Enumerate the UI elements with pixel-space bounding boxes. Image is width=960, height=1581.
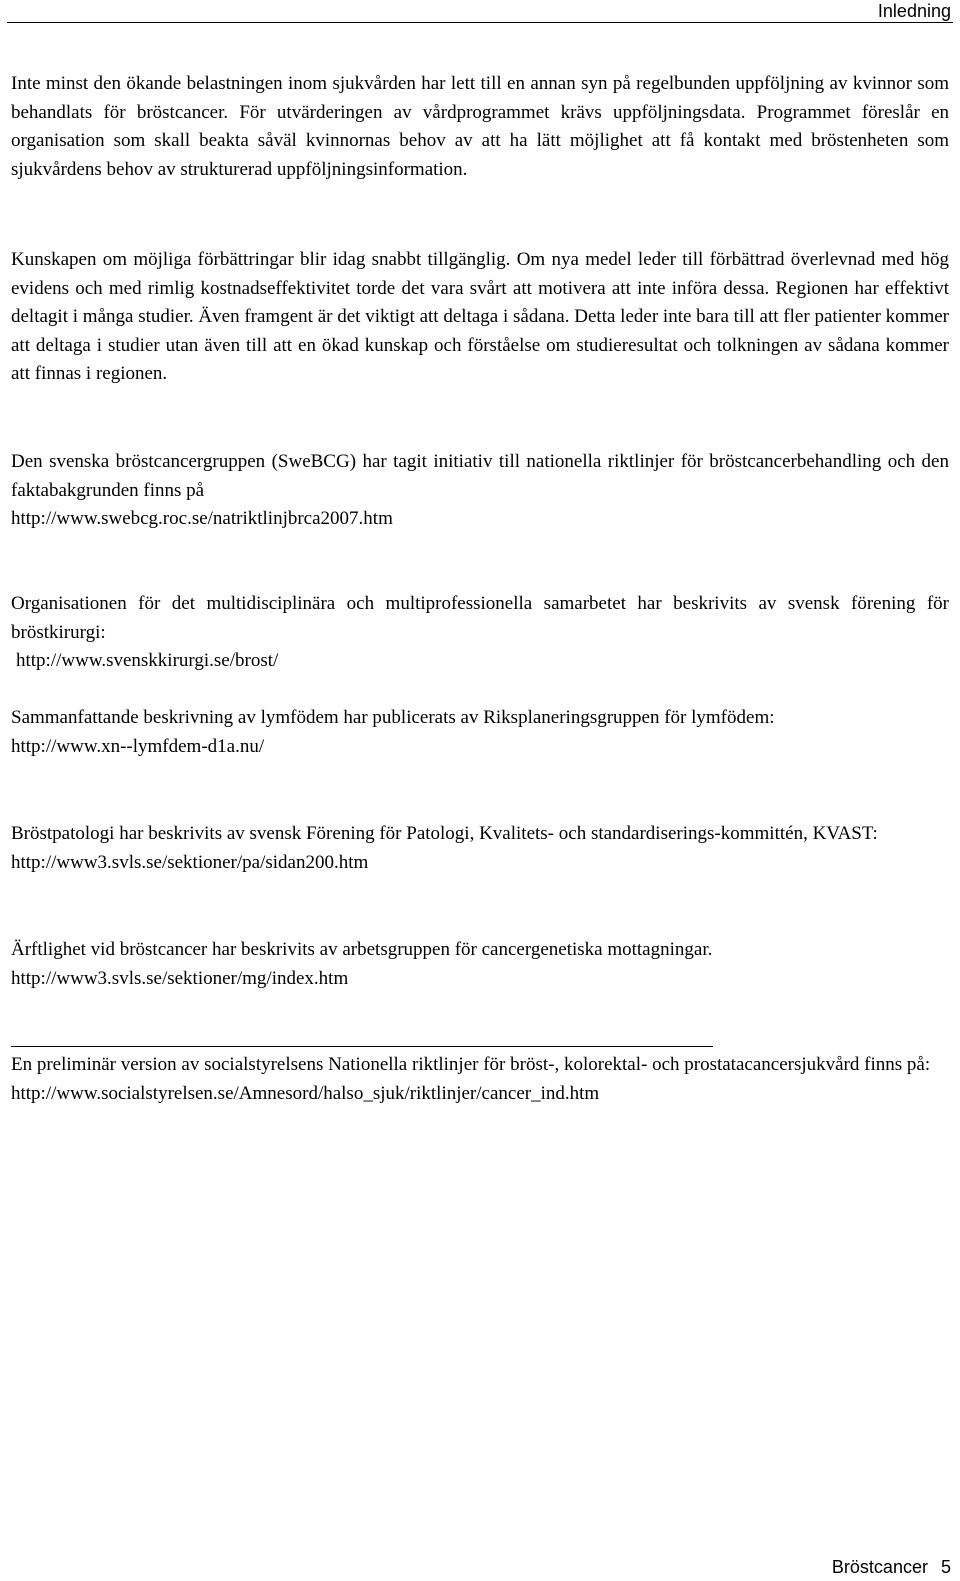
footer-title: Bröstcancer	[831, 1557, 928, 1577]
page-footer	[832, 1556, 951, 1578]
lymphedema-link[interactable]: http://www.xn--lymfdem-d1a.nu/	[11, 735, 265, 757]
pathology-link[interactable]: http://www3.svls.se/sektioner/pa/sidan200.htm	[11, 851, 369, 873]
paragraph-text: Organisationen för det multidisciplinära och multiprofessionella samarbetet har beskrivits av svensk förening för bröstkirurgi:	[11, 593, 949, 643]
paragraph-lymphedema	[11, 704, 949, 761]
paragraph-text: Den svenska bröstcancergruppen (SweBCG) har tagit initiativ till nationella riktlinjer för bröstcancerbehandling och den faktabakgrunden finns på	[11, 451, 949, 501]
svenskkirurgi-link[interactable]: http://www.svenskkirurgi.se/brost/	[16, 650, 279, 671]
heredity-link[interactable]: http://www3.svls.se/sektioner/mg/index.htm	[11, 967, 349, 989]
paragraph-knowledge: Kunskapen om möjliga förbättringar blir idag snabbt tillgänglig. Om nya medel leder till förbättrad överlevnad med hög evidens och med rimlig kostnadseffektivitet torde det vara svårt att motivera att inte införa dessa. Regionen har effektivt deltagit i många studier. Även framgent är det viktigt att deltaga i sådana. Detta leder inte bara till att fler patienter kommer att deltaga i studier utan även till att en ökad kunskap och förståelse om studieresultat och tolkningen av sådana kommer att finnas i regionen.	[11, 249, 949, 384]
paragraph-organisation	[11, 590, 949, 676]
footnote-divider	[11, 1046, 713, 1047]
paragraph-heredity	[11, 936, 949, 993]
paragraph-pathology	[11, 820, 949, 877]
page-number: 5	[940, 1557, 951, 1577]
socialstyrelsen-link[interactable]: http://www.socialstyrelsen.se/Amnesord/halso_sjuk/riktlinjer/cancer_ind.htm	[11, 1082, 600, 1104]
footnote-text: En preliminär version av socialstyrelsens Nationella riktlinjer för bröst-, kolorektal- och prostatacancersjukvård finns på:	[11, 1054, 931, 1075]
paragraph-text: Bröstpatologi har beskrivits av svensk Förening för Patologi, Kvalitets- och standardiserings-kommittén, KVAST:	[11, 823, 878, 844]
running-header: Inledning	[877, 1, 951, 21]
paragraph-swebcg	[11, 448, 949, 534]
swebcg-link[interactable]: http://www.swebcg.roc.se/natriktlinjbrca2007.htm	[11, 508, 393, 529]
header-divider	[7, 22, 953, 23]
paragraph-text: Ärftlighet vid bröstcancer har beskrivits av arbetsgruppen för cancergenetiska mottagningar.	[11, 939, 713, 960]
footnote	[11, 1051, 949, 1108]
paragraph-text: Sammanfattande beskrivning av lymfödem har publicerats av Riksplaneringsgruppen för lymfödem:	[11, 707, 775, 728]
paragraph-follow-up: Inte minst den ökande belastningen inom sjukvården har lett till en annan syn på regelbunden uppföljning av kvinnor som behandlats för bröstcancer. För utvärderingen av vårdprogrammet krävs uppföljningsdata. Programmet föreslår en organisation som skall beakta såväl kvinnornas behov av att ha lätt möjlighet att få kontakt med bröstenheten som sjukvårdens behov av strukturerad uppföljningsinformation.	[11, 73, 949, 180]
